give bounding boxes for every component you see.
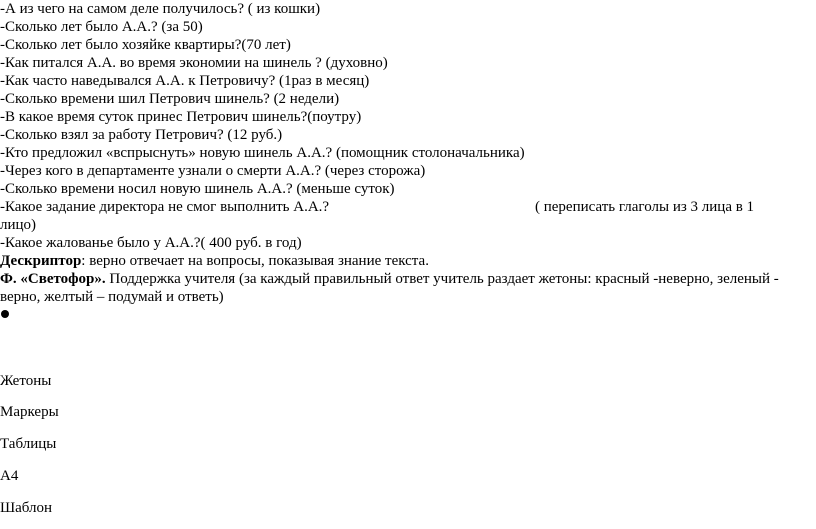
question-2: -Сколько лет было А.А.? (за 50)	[0, 19, 203, 35]
director-task-answer: ( переписать глаголы из 3 лица в 1	[535, 199, 755, 215]
descriptor-text: : верно отвечает на вопросы, показывая знание текста.	[81, 253, 429, 269]
descriptor-line	[0, 252, 429, 270]
question-4: -Как питался А.А. во время экономии на шинель ? (духовно)	[0, 55, 388, 71]
question-6: -Сколько времени шил Петрович шинель? (2 недели)	[0, 91, 340, 107]
material-item: А4	[0, 468, 19, 484]
question-7: -В какое время суток принес Петрович шинель?(поутру)	[0, 109, 362, 125]
question-1: -А из чего на самом деле получилось? ( из кошки)	[0, 1, 321, 17]
question-10: -Через кого в департаменте узнали о смерти А.А.? (через сторожа)	[0, 163, 426, 179]
svetofor-label: Ф. «Светофор».	[0, 271, 106, 287]
descriptor-label: Дескриптор	[0, 253, 82, 269]
question-8: -Сколько взял за работу Петрович? (12 руб.)	[0, 127, 283, 143]
question-9: -Кто предложил «вспрыснуть» новую шинель А.А.? (помощник столоначальника)	[0, 145, 525, 161]
bullet-marker	[1, 310, 9, 318]
material-item: Таблицы	[0, 436, 57, 452]
material-item: Шаблон	[0, 500, 53, 516]
question-11: -Сколько времени носил новую шинель А.А.? (меньше суток)	[0, 181, 395, 197]
material-item: Маркеры	[0, 404, 59, 420]
material-item: Жетоны	[0, 373, 52, 389]
director-task-question: -Какое задание директора не смог выполнить А.А.?	[0, 199, 330, 215]
svetofor-text: Поддержка учителя (за каждый правильный ответ учитель раздает жетоны: красный -неверно, зеленый - верно, желтый – подумай и ответь)	[0, 271, 779, 305]
question-3: -Сколько лет было хозяйке квартиры?(70 лет)	[0, 37, 291, 53]
salary-question: -Какое жалованье было у А.А.?( 400 руб. в год)	[0, 235, 302, 251]
question-5: -Как часто наведывался А.А. к Петровичу? (1раз в месяц)	[0, 73, 370, 89]
svetofor-paragraph	[0, 270, 812, 306]
director-task-answer-cont: лицо)	[0, 217, 37, 233]
